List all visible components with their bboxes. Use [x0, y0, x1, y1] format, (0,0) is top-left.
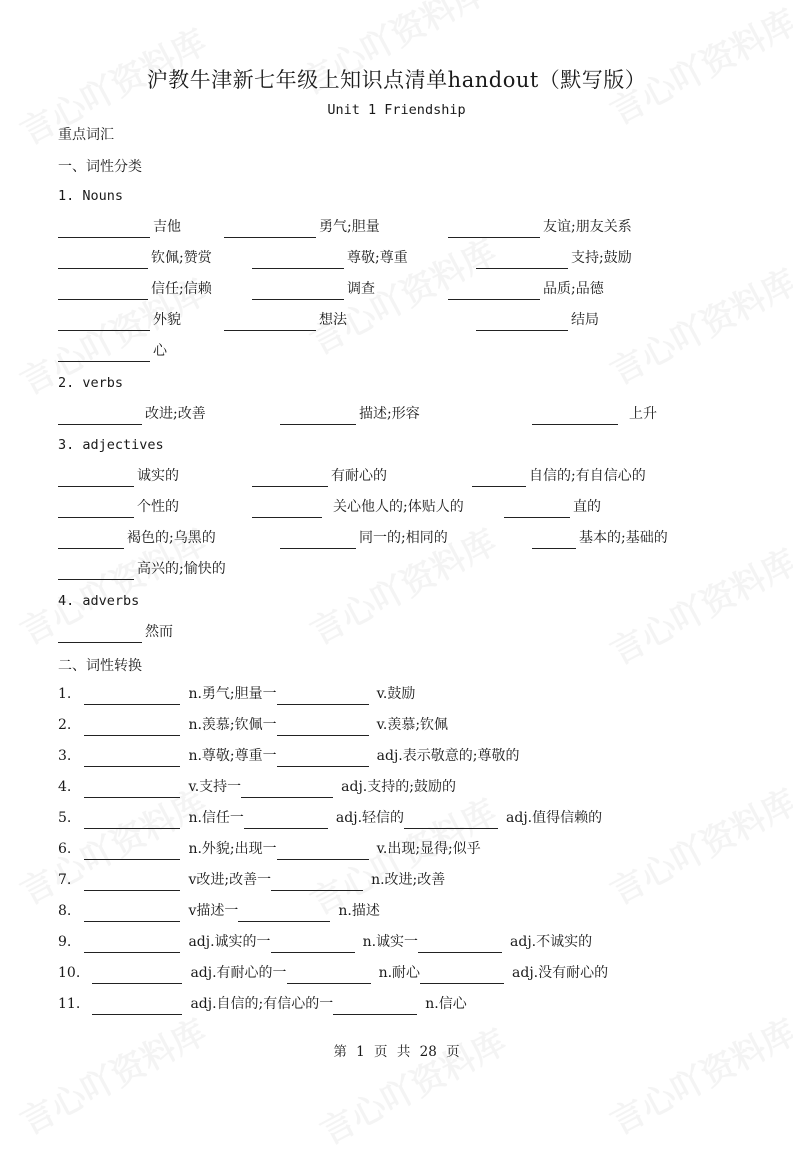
conversion-item — [58, 900, 380, 922]
answer-blank[interactable] — [277, 843, 369, 860]
answer-blank[interactable] — [287, 967, 371, 984]
word-form: n.改进;改善 — [371, 872, 446, 888]
word-form: v描述一 — [188, 903, 239, 919]
answer-blank[interactable] — [238, 905, 330, 922]
noun-meaning: 结局 — [571, 312, 599, 328]
word-form: adj.不诚实的 — [510, 934, 593, 950]
conversion-item — [58, 993, 467, 1015]
word-form: n.尊敬;尊重一 — [188, 748, 277, 764]
word-form: v.出现;显得;似乎 — [376, 841, 481, 857]
answer-blank[interactable] — [58, 501, 134, 518]
answer-blank[interactable] — [280, 532, 356, 549]
word-form: adj.轻信的 — [335, 810, 405, 826]
noun-meaning: 信任;信赖 — [151, 281, 212, 297]
watermark — [600, 255, 793, 394]
answer-blank[interactable] — [532, 408, 618, 425]
item-number: 4. — [58, 779, 72, 795]
word-form: n.诚实一 — [362, 934, 419, 950]
page-footer: 第 1 页 共 28 页 — [333, 1044, 460, 1060]
watermark — [600, 775, 793, 914]
answer-blank[interactable] — [58, 314, 150, 331]
adjective-meaning: 有耐心的 — [331, 468, 387, 484]
answer-blank[interactable] — [252, 283, 344, 300]
word-form: v.鼓励 — [376, 686, 416, 702]
item-number: 6. — [58, 841, 72, 857]
answer-blank[interactable] — [252, 252, 344, 269]
adjective-meaning: 关心他人的;体贴人的 — [333, 499, 464, 515]
conversion-item — [58, 807, 602, 829]
answer-blank[interactable] — [58, 563, 134, 580]
adjectives-heading: 3. adjectives — [58, 437, 164, 453]
conversion-item — [58, 838, 481, 860]
word-form: v.支持一 — [188, 779, 242, 795]
answer-blank[interactable] — [420, 967, 504, 984]
answer-blank[interactable] — [58, 283, 148, 300]
answer-blank[interactable] — [92, 998, 182, 1015]
verb-meaning: 描述;形容 — [359, 406, 420, 422]
conversion-item — [58, 776, 456, 798]
adjective-meaning: 诚实的 — [137, 468, 179, 484]
answer-blank[interactable] — [84, 905, 180, 922]
unit-title: Unit 1 Friendship — [327, 102, 466, 118]
answer-blank[interactable] — [84, 688, 180, 705]
word-form: n.勇气;胆量一 — [188, 686, 277, 702]
adjective-meaning: 基本的;基础的 — [579, 530, 668, 546]
answer-blank[interactable] — [84, 812, 180, 829]
adjective-meaning: 高兴的;愉快的 — [137, 561, 226, 577]
answer-blank[interactable] — [271, 874, 363, 891]
answer-blank[interactable] — [58, 626, 142, 643]
answer-blank[interactable] — [84, 874, 180, 891]
noun-meaning: 支持;鼓励 — [571, 250, 632, 266]
answer-blank[interactable] — [84, 936, 180, 953]
answer-blank[interactable] — [448, 283, 540, 300]
word-form: n.外貌;出现一 — [188, 841, 277, 857]
answer-blank[interactable] — [404, 812, 498, 829]
answer-blank[interactable] — [333, 998, 417, 1015]
conversion-item — [58, 714, 448, 736]
answer-blank[interactable] — [277, 750, 369, 767]
answer-blank[interactable] — [58, 408, 142, 425]
noun-meaning: 品质;品德 — [543, 281, 604, 297]
conversion-item — [58, 745, 519, 767]
answer-blank[interactable] — [244, 812, 328, 829]
part2-heading: 二、词性转换 — [58, 658, 142, 674]
item-number: 7. — [58, 872, 72, 888]
noun-meaning: 钦佩;赞赏 — [151, 250, 212, 266]
answer-blank[interactable] — [277, 719, 369, 736]
noun-meaning: 心 — [153, 343, 167, 359]
noun-meaning: 吉他 — [153, 219, 181, 235]
conversion-item — [58, 869, 445, 891]
noun-meaning: 尊敬;尊重 — [347, 250, 408, 266]
word-form: adj.表示敬意的;尊敬的 — [376, 748, 520, 764]
word-form: adj.自信的;有信心的一 — [190, 996, 334, 1012]
item-number: 3. — [58, 748, 72, 764]
part1-heading: 一、词性分类 — [58, 159, 142, 175]
word-form: adj.有耐心的一 — [190, 965, 287, 981]
answer-blank[interactable] — [224, 314, 316, 331]
adjective-meaning: 褐色的;乌黑的 — [127, 530, 216, 546]
word-form: adj.值得信赖的 — [506, 810, 603, 826]
watermark — [600, 535, 793, 674]
answer-blank[interactable] — [58, 252, 148, 269]
item-number: 5. — [58, 810, 72, 826]
adjective-meaning: 自信的;有自信心的 — [529, 468, 646, 484]
noun-meaning: 友谊;朋友关系 — [543, 219, 632, 235]
answer-blank[interactable] — [84, 750, 180, 767]
answer-blank[interactable] — [448, 221, 540, 238]
answer-blank[interactable] — [476, 252, 568, 269]
item-number: 11. — [58, 996, 81, 1012]
word-form: n.描述 — [338, 903, 380, 919]
answer-blank[interactable] — [472, 470, 526, 487]
noun-meaning: 调查 — [347, 281, 375, 297]
conversion-item — [58, 683, 415, 705]
word-form: n.信任一 — [188, 810, 244, 826]
word-form: adj.没有耐心的 — [512, 965, 609, 981]
answer-blank[interactable] — [418, 936, 502, 953]
answer-blank[interactable] — [252, 470, 328, 487]
verb-meaning: 上升 — [629, 406, 657, 422]
noun-meaning: 外貌 — [153, 312, 181, 328]
noun-meaning: 勇气;胆量 — [319, 219, 380, 235]
adverbs-heading: 4. adverbs — [58, 593, 140, 609]
section-vocab-heading: 重点词汇 — [58, 127, 114, 143]
word-form: adj.支持的;鼓励的 — [341, 779, 456, 795]
verb-meaning: 改进;改善 — [145, 406, 206, 422]
item-number: 9. — [58, 934, 72, 950]
word-form: adj.诚实的一 — [188, 934, 271, 950]
answer-blank[interactable] — [504, 501, 570, 518]
word-form: n.羡慕;钦佩一 — [188, 717, 277, 733]
answer-blank[interactable] — [92, 967, 182, 984]
answer-blank[interactable] — [277, 688, 369, 705]
item-number: 2. — [58, 717, 72, 733]
answer-blank[interactable] — [241, 781, 333, 798]
answer-blank[interactable] — [58, 221, 150, 238]
word-form: n.信心 — [425, 996, 467, 1012]
answer-blank[interactable] — [532, 532, 576, 549]
adjective-meaning: 个性的 — [137, 499, 179, 515]
word-form: n.耐心 — [378, 965, 421, 981]
answer-blank[interactable] — [58, 345, 150, 362]
page-title: 沪教牛津新七年级上知识点清单handout（默写版） — [146, 68, 647, 92]
verbs-heading: 2. verbs — [58, 375, 124, 391]
watermark — [310, 1015, 513, 1154]
item-number: 1. — [58, 686, 72, 702]
item-number: 8. — [58, 903, 72, 919]
answer-blank[interactable] — [252, 501, 322, 518]
answer-blank[interactable] — [271, 936, 355, 953]
conversion-item — [58, 962, 608, 984]
answer-blank[interactable] — [58, 532, 124, 549]
word-form: v.羡慕;钦佩 — [376, 717, 449, 733]
answer-blank[interactable] — [84, 781, 180, 798]
adjective-meaning: 直的 — [573, 499, 601, 515]
nouns-heading: 1. Nouns — [58, 188, 124, 204]
watermark — [10, 1005, 213, 1144]
adjective-meaning: 同一的;相同的 — [359, 530, 448, 546]
answer-blank[interactable] — [84, 719, 180, 736]
word-form: v改进;改善一 — [188, 872, 272, 888]
answer-blank[interactable] — [84, 843, 180, 860]
answer-blank[interactable] — [280, 408, 356, 425]
noun-meaning: 想法 — [319, 312, 347, 328]
item-number: 10. — [58, 965, 81, 981]
answer-blank[interactable] — [58, 470, 134, 487]
answer-blank[interactable] — [224, 221, 316, 238]
watermark — [600, 1005, 793, 1144]
answer-blank[interactable] — [476, 314, 568, 331]
conversion-item — [58, 931, 592, 953]
adverb-meaning: 然而 — [145, 624, 173, 640]
